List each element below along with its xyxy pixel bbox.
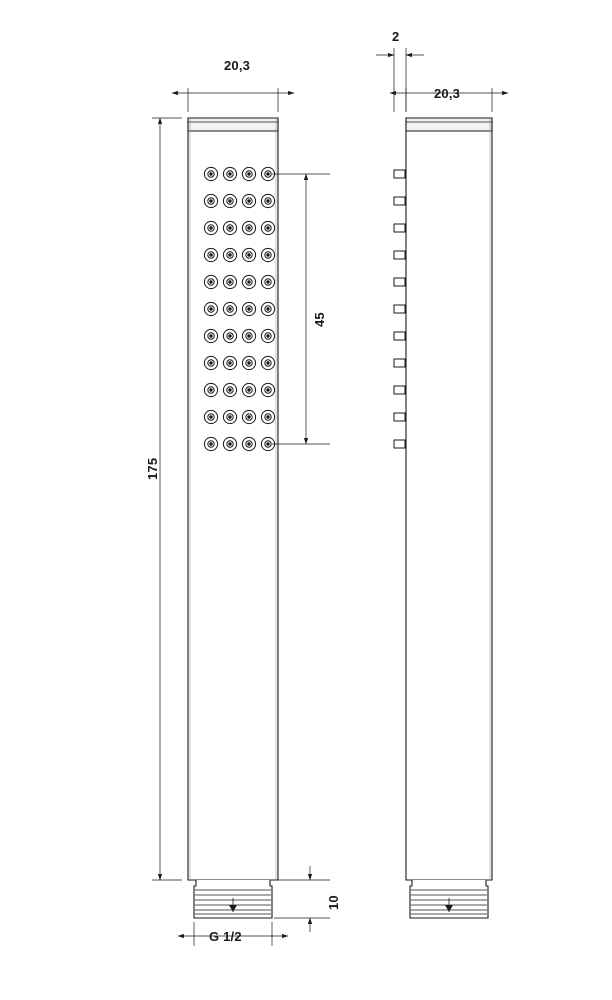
side-view <box>394 118 492 918</box>
dim-spray-face-length-label: 45 <box>312 312 327 327</box>
dim-front-total-length-label: 175 <box>145 457 160 480</box>
dim-front-width-label: 20,3 <box>224 58 251 73</box>
dim-thread-length-label: 10 <box>326 895 341 910</box>
dim-thread-spec-label: G 1/2 <box>209 929 242 944</box>
front-view <box>188 118 278 918</box>
nozzle-slot-profile <box>394 170 405 448</box>
dim-side-thickness-label: 2 <box>392 29 400 44</box>
dim-side-width-label: 20,3 <box>434 86 461 101</box>
